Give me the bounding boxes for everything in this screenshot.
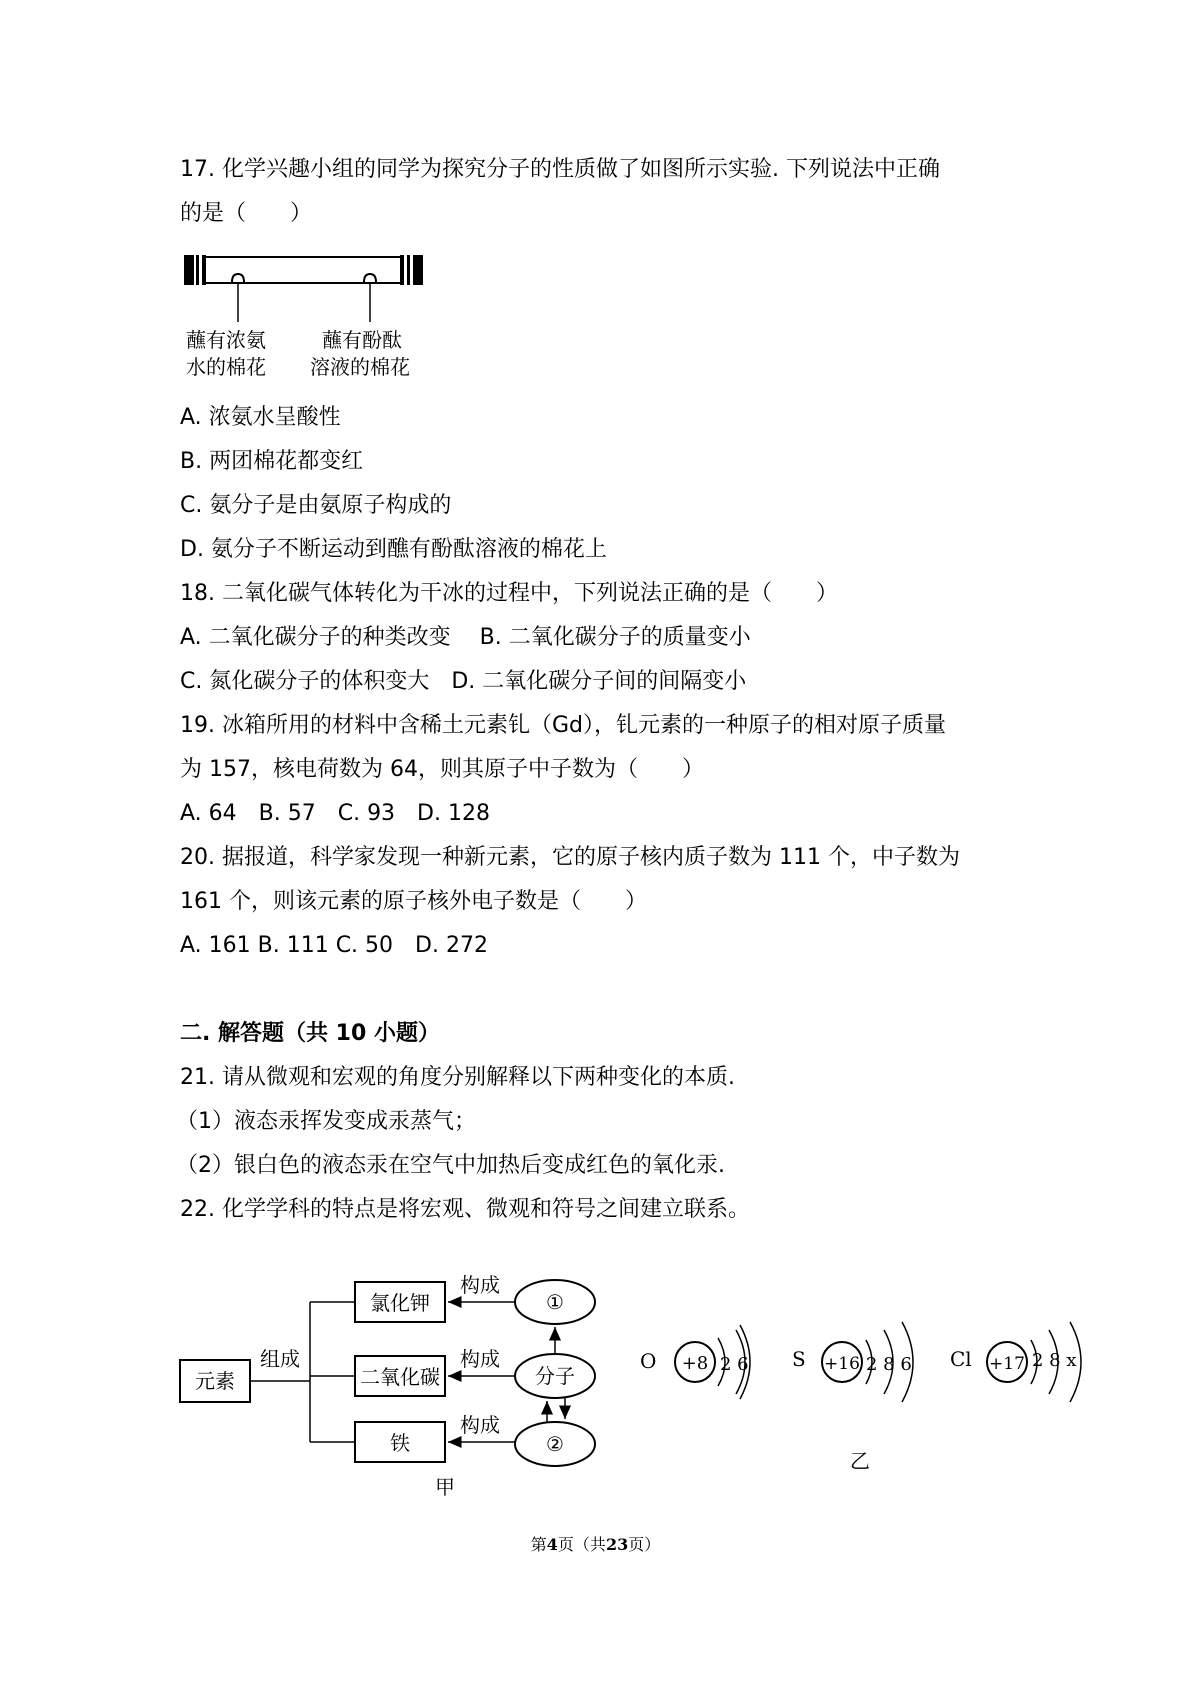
q17-option-d: D. 氨分子不断运动到醮有酚酞溶液的棉花上 <box>180 537 607 562</box>
footer-page: 4 <box>546 1535 558 1554</box>
box-kcl: 氯化钾 <box>370 1291 430 1315</box>
q17-tube-figure <box>180 252 440 382</box>
q17-option-a: A. 浓氨水呈酸性 <box>180 405 341 430</box>
cl-shells: 2 8 x <box>1032 1350 1077 1371</box>
q22-diagram-jia <box>170 1262 640 1502</box>
label-constitute-3: 构成 <box>460 1413 500 1437</box>
o-symbol: O <box>640 1349 657 1373</box>
q20-options: A. 161 B. 111 C. 50 D. 272 <box>180 933 488 958</box>
s-symbol: S <box>792 1347 806 1371</box>
q18-options-1: A. 二氧化碳分子的种类改变 B. 二氧化碳分子的质量变小 <box>180 625 751 650</box>
label-constitute-1: 构成 <box>460 1273 500 1297</box>
box-co2: 二氧化碳 <box>360 1365 440 1389</box>
label-phenol-1: 蘸有酚酞 <box>322 328 402 352</box>
footer-total: 23 <box>605 1535 629 1554</box>
q17-stem-line1: 17. 化学兴趣小组的同学为探究分子的性质做了如图所示实验. 下列说法中正确 <box>180 157 940 182</box>
cotton-ammonia <box>232 274 244 282</box>
o-nucleus: +8 <box>681 1353 709 1374</box>
footer-middle: 页（共 <box>557 1535 606 1554</box>
q19-options: A. 64 B. 57 C. 93 D. 128 <box>180 801 490 826</box>
label-ammonia-2: 水的棉花 <box>186 355 266 379</box>
label-compose: 组成 <box>260 1347 300 1371</box>
page-footer <box>0 1532 1191 1555</box>
s-nucleus: +16 <box>824 1354 860 1374</box>
q17-option-c: C. 氨分子是由氨原子构成的 <box>180 493 452 518</box>
q19-stem-line1: 19. 冰箱所用的材料中含稀土元素钆（Gd），钆元素的一种原子的相对原子质量 <box>180 713 946 738</box>
cl-symbol: Cl <box>950 1347 972 1371</box>
o-shells: 2 6 <box>720 1354 749 1375</box>
footer-prefix: 第 <box>530 1535 547 1554</box>
q17-option-b: B. 两团棉花都变红 <box>180 449 364 474</box>
q21-part2: （2）银白色的液态汞在空气中加热后变成红色的氧化汞. <box>176 1153 725 1178</box>
q18-options-2: C. 氮化碳分子的体积变大 D. 二氧化碳分子间的间隔变小 <box>180 669 747 694</box>
section2-heading: 二. 解答题（共 10 小题） <box>180 1021 440 1046</box>
s-shells: 2 8 6 <box>866 1354 912 1375</box>
q20-stem-line1: 20. 据报道，科学家发现一种新元素，它的原子核内质子数为 111 个，中子数为 <box>180 845 960 870</box>
ellipse-molecule: 分子 <box>535 1364 575 1388</box>
q19-stem-line2: 为 157，核电荷数为 64，则其原子中子数为（ ） <box>180 757 704 782</box>
footer-suffix: 页） <box>628 1535 661 1554</box>
q18-stem: 18. 二氧化碳气体转化为干冰的过程中，下列说法正确的是（ ） <box>180 581 838 606</box>
label-constitute-2: 构成 <box>460 1347 500 1371</box>
box-iron: 铁 <box>390 1431 410 1455</box>
q21-part1: （1）液态汞挥发变成汞蒸气； <box>176 1109 476 1134</box>
label-phenol-2: 溶液的棉花 <box>310 355 410 379</box>
cotton-phenolphthalein <box>364 274 376 282</box>
caption-yi: 乙 <box>850 1449 870 1473</box>
box-element: 元素 <box>195 1369 235 1393</box>
q20-stem-line2: 161 个，则该元素的原子核外电子数是（ ） <box>180 889 647 914</box>
q22-diagram-yi <box>640 1300 1110 1480</box>
q17-stem-line2: 的是（ ） <box>180 201 313 226</box>
label-ammonia-1: 蘸有浓氨 <box>186 328 266 352</box>
caption-jia: 甲 <box>435 1475 455 1499</box>
q21-stem: 21. 请从微观和宏观的角度分别解释以下两种变化的本质. <box>180 1065 735 1090</box>
ellipse-2: ② <box>546 1432 564 1456</box>
ellipse-1: ① <box>546 1290 564 1314</box>
cl-nucleus: +17 <box>989 1354 1025 1374</box>
q22-stem: 22. 化学学科的特点是将宏观、微观和符号之间建立联系。 <box>180 1197 750 1222</box>
